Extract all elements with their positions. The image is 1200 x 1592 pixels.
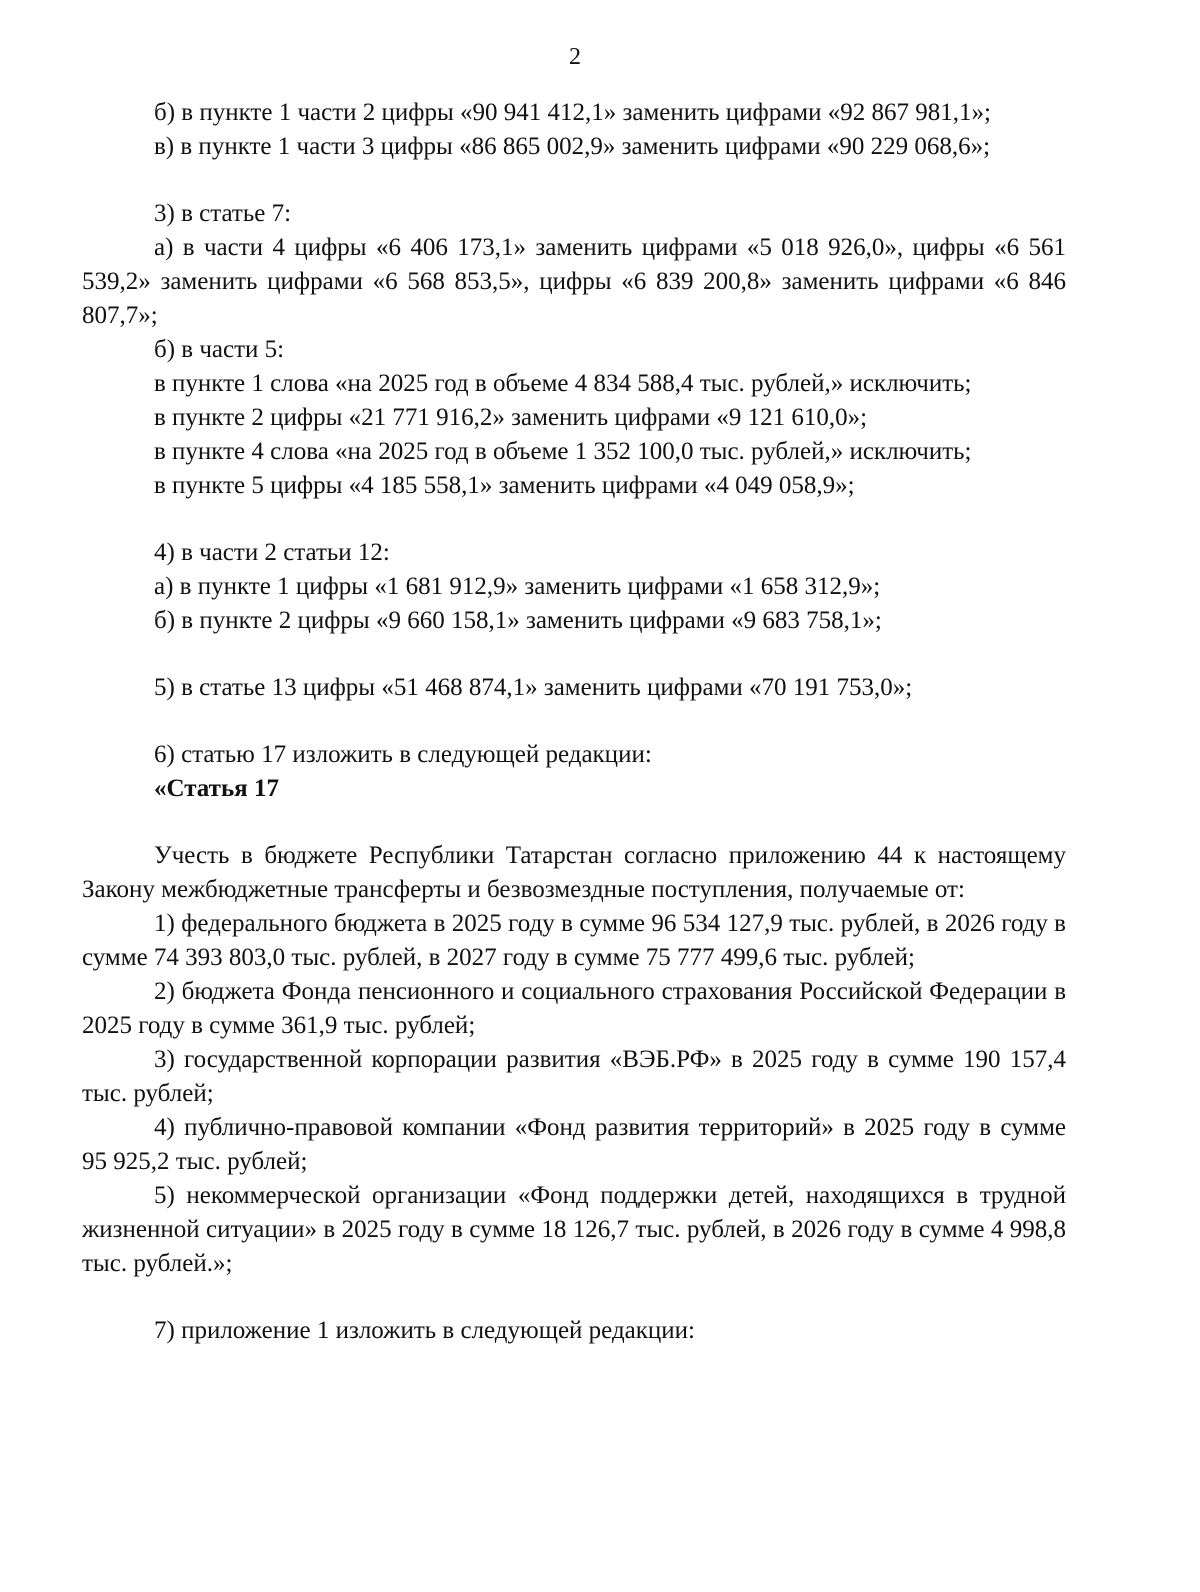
article-item-3: 3) государственной корпорации развития «ВЭБ.РФ» в 2025 году в сумме 190 157,4 тыс. рублей; [82,1046,1066,1107]
paragraph-gap [82,503,1066,536]
article-item-4: 4) публично-правовой компании «Фонд развития территорий» в 2025 году в сумме 95 925,2 тыс. рублей; [82,1114,1066,1175]
paragraph-subpoint-2: в пункте 2 цифры «21 771 916,2» заменить цифрами «9 121 610,0»; [154,404,868,431]
article-item-2: 2) бюджета Фонда пенсионного и социального страхования Российской Федерации в 2025 году в сумме 361,9 тыс. рублей; [82,978,1066,1039]
paragraph-subpoint-4: в пункте 4 слова «на 2025 год в объеме 1 352 100,0 тыс. рублей,» исключить; [154,438,972,465]
paragraph-gap [82,638,1066,671]
paragraph-item-v: в) в пункте 1 части 3 цифры «86 865 002,9» заменить цифрами «90 229 068,6»; [154,133,991,160]
paragraph-gap [82,1281,1066,1314]
paragraph-gap [82,164,1066,197]
paragraph-point-5: 5) в статье 13 цифры «51 468 874,1» заменить цифрами «70 191 753,0»; [154,674,913,701]
paragraph-point-3: 3) в статье 7: [154,200,292,227]
article-heading: «Статья 17 [154,775,279,802]
paragraph-point-7: 7) приложение 1 изложить в следующей редакции: [154,1317,695,1344]
paragraph-item-a-art12: а) в пункте 1 цифры «1 681 912,9» заменить цифрами «1 658 312,9»; [154,573,881,600]
article-item-5: 5) некоммерческой организации «Фонд поддержки детей, находящихся в трудной жизненной ситуации» в 2025 году в сумме 18 126,7 тыс. рублей, в 2026 году в сумме 4 998,8 тыс. рублей.»; [82,1182,1066,1277]
paragraph-item-b: б) в пункте 1 части 2 цифры «90 941 412,1» заменить цифрами «92 867 981,1»; [154,99,991,126]
article-item-1: 1) федерального бюджета в 2025 году в сумме 96 534 127,9 тыс. рублей, в 2026 году в сумме 74 393 803,0 тыс. рублей, в 2027 году в сумме 75 777 499,6 тыс. рублей; [82,910,1066,971]
paragraph-item-a: а) в части 4 цифры «6 406 173,1» заменить цифрами «5 018 926,0», цифры «6 561 539,2» заменить цифрами «6 568 853,5», цифры «6 839 200,8» заменить цифрами «6 846 807,7»; [82,234,1066,329]
document-body [82,96,1066,1348]
paragraph-point-6: 6) статью 17 изложить в следующей редакции: [154,741,652,768]
article-intro: Учесть в бюджете Республики Татарстан согласно приложению 44 к настоящему Закону межбюджетные трансферты и безвозмездные поступления, получаемые от: [82,842,1066,903]
page-number: 2 [569,44,581,70]
paragraph-item-b-part5: б) в части 5: [154,336,285,363]
paragraph-gap [82,705,1066,738]
paragraph-subpoint-1: в пункте 1 слова «на 2025 год в объеме 4 834 588,4 тыс. рублей,» исключить; [154,370,972,397]
paragraph-item-b-art12: б) в пункте 2 цифры «9 660 158,1» заменить цифрами «9 683 758,1»; [154,607,882,634]
paragraph-gap [82,806,1066,839]
paragraph-point-4: 4) в части 2 статьи 12: [154,539,390,566]
paragraph-subpoint-5: в пункте 5 цифры «4 185 558,1» заменить цифрами «4 049 058,9»; [154,472,855,499]
